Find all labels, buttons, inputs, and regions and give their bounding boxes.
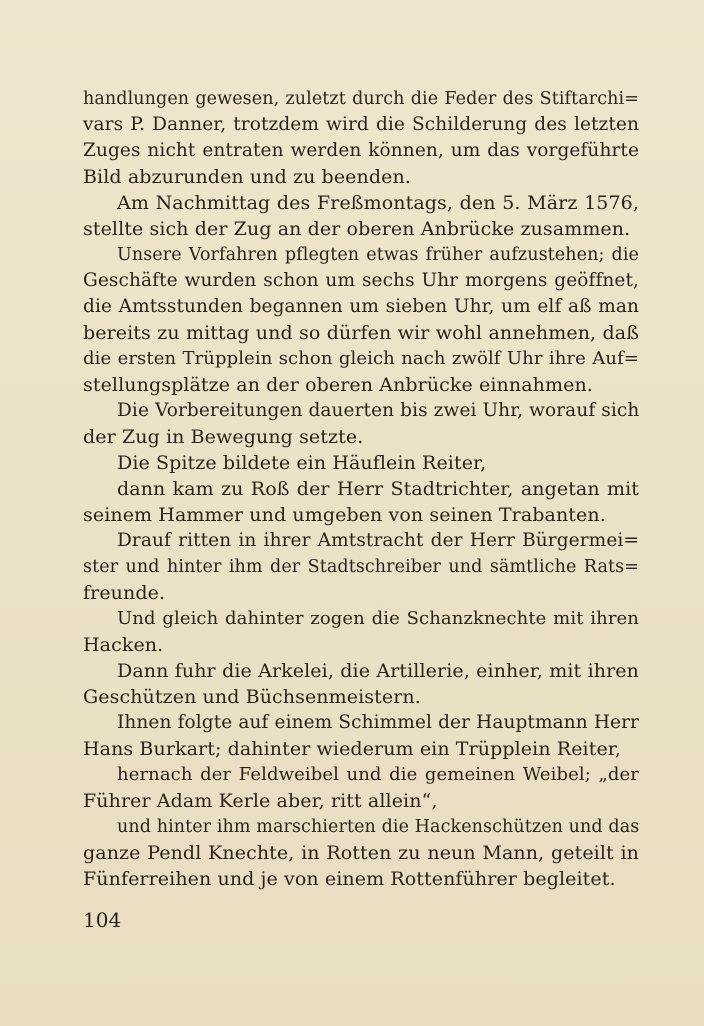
text-line: stellte sich der Zug an der oberen Anbrücke zusammen. — [83, 218, 631, 240]
text-line: bereits zu mittag und so dürfen wir wohl annehmen, daß — [83, 322, 639, 344]
text-line: ganze Pendl Knechte, in Rotten zu neun Mann, geteilt in — [83, 842, 639, 864]
text-line: Bild abzurunden und zu beenden. — [83, 166, 411, 188]
text-line: Führer Adam Kerle aber, ritt allein“, — [83, 790, 438, 812]
text-line: Hacken. — [83, 634, 164, 656]
text-line: Ihnen folgte auf einem Schimmel der Hauptmann Herr — [117, 712, 639, 733]
text-line: Hans Burkart; dahinter wiederum ein Trüpplein Reiter, — [83, 738, 622, 760]
page-number: 104 — [83, 908, 122, 932]
text-line: hernach der Feldweibel und die gemeinen Weibel; „der — [117, 764, 639, 785]
text-line: vars P. Danner, trotzdem wird die Schilderung des letzten — [83, 114, 639, 135]
text-line: Am Nachmittag des Freßmontags, den 5. März 1576, — [117, 192, 639, 214]
text-line: der Zug in Bewegung setzte. — [83, 426, 364, 448]
text-line: freunde. — [83, 582, 166, 604]
text-line: die Amtsstunden begannen um sieben Uhr, um elf aß man — [83, 296, 639, 317]
text-line: handlungen gewesen, zuletzt durch die Feder des Stiftarchi= — [83, 89, 639, 109]
text-line: Unsere Vorfahren pflegten etwas früher aufzustehen; die — [117, 245, 639, 265]
text-line: Geschützen und Büchsenmeistern. — [83, 686, 421, 708]
text-line: dann kam zu Roß der Herr Stadtrichter, angetan mit — [117, 478, 639, 500]
text-line: Die Spitze bildete ein Häuflein Reiter, — [117, 452, 487, 474]
text-line: Fünferreihen und je von einem Rottenführer begleitet. — [83, 868, 616, 890]
text-line: ster und hinter ihm der Stadtschreiber und sämtliche Rats= — [83, 557, 639, 577]
text-line: Geschäfte wurden schon um sechs Uhr morgens geöffnet, — [83, 270, 639, 291]
text-line: Und gleich dahinter zogen die Schanzknechte mit ihren — [117, 608, 639, 629]
text-line: Die Vorbereitungen dauerten bis zwei Uhr, worauf sich — [117, 400, 639, 421]
text-line: die ersten Trüpplein schon gleich nach zwölf Uhr ihre Auf= — [83, 348, 639, 369]
text-line: Drauf ritten in ihrer Amtstracht der Herr Bürgermei= — [117, 530, 639, 551]
text-line: stellungsplätze an der oberen Anbrücke einnahmen. — [83, 374, 593, 396]
text-line: seinem Hammer und umgeben von seinen Trabanten. — [83, 504, 606, 526]
text-line: Dann fuhr die Arkelei, die Artillerie, einher, mit ihren — [117, 660, 639, 682]
body-text — [83, 86, 639, 892]
text-line: und hinter ihm marschierten die Hackenschützen und das — [117, 817, 639, 837]
text-line: Zuges nicht entraten werden können, um das vorgeführte — [83, 140, 639, 161]
